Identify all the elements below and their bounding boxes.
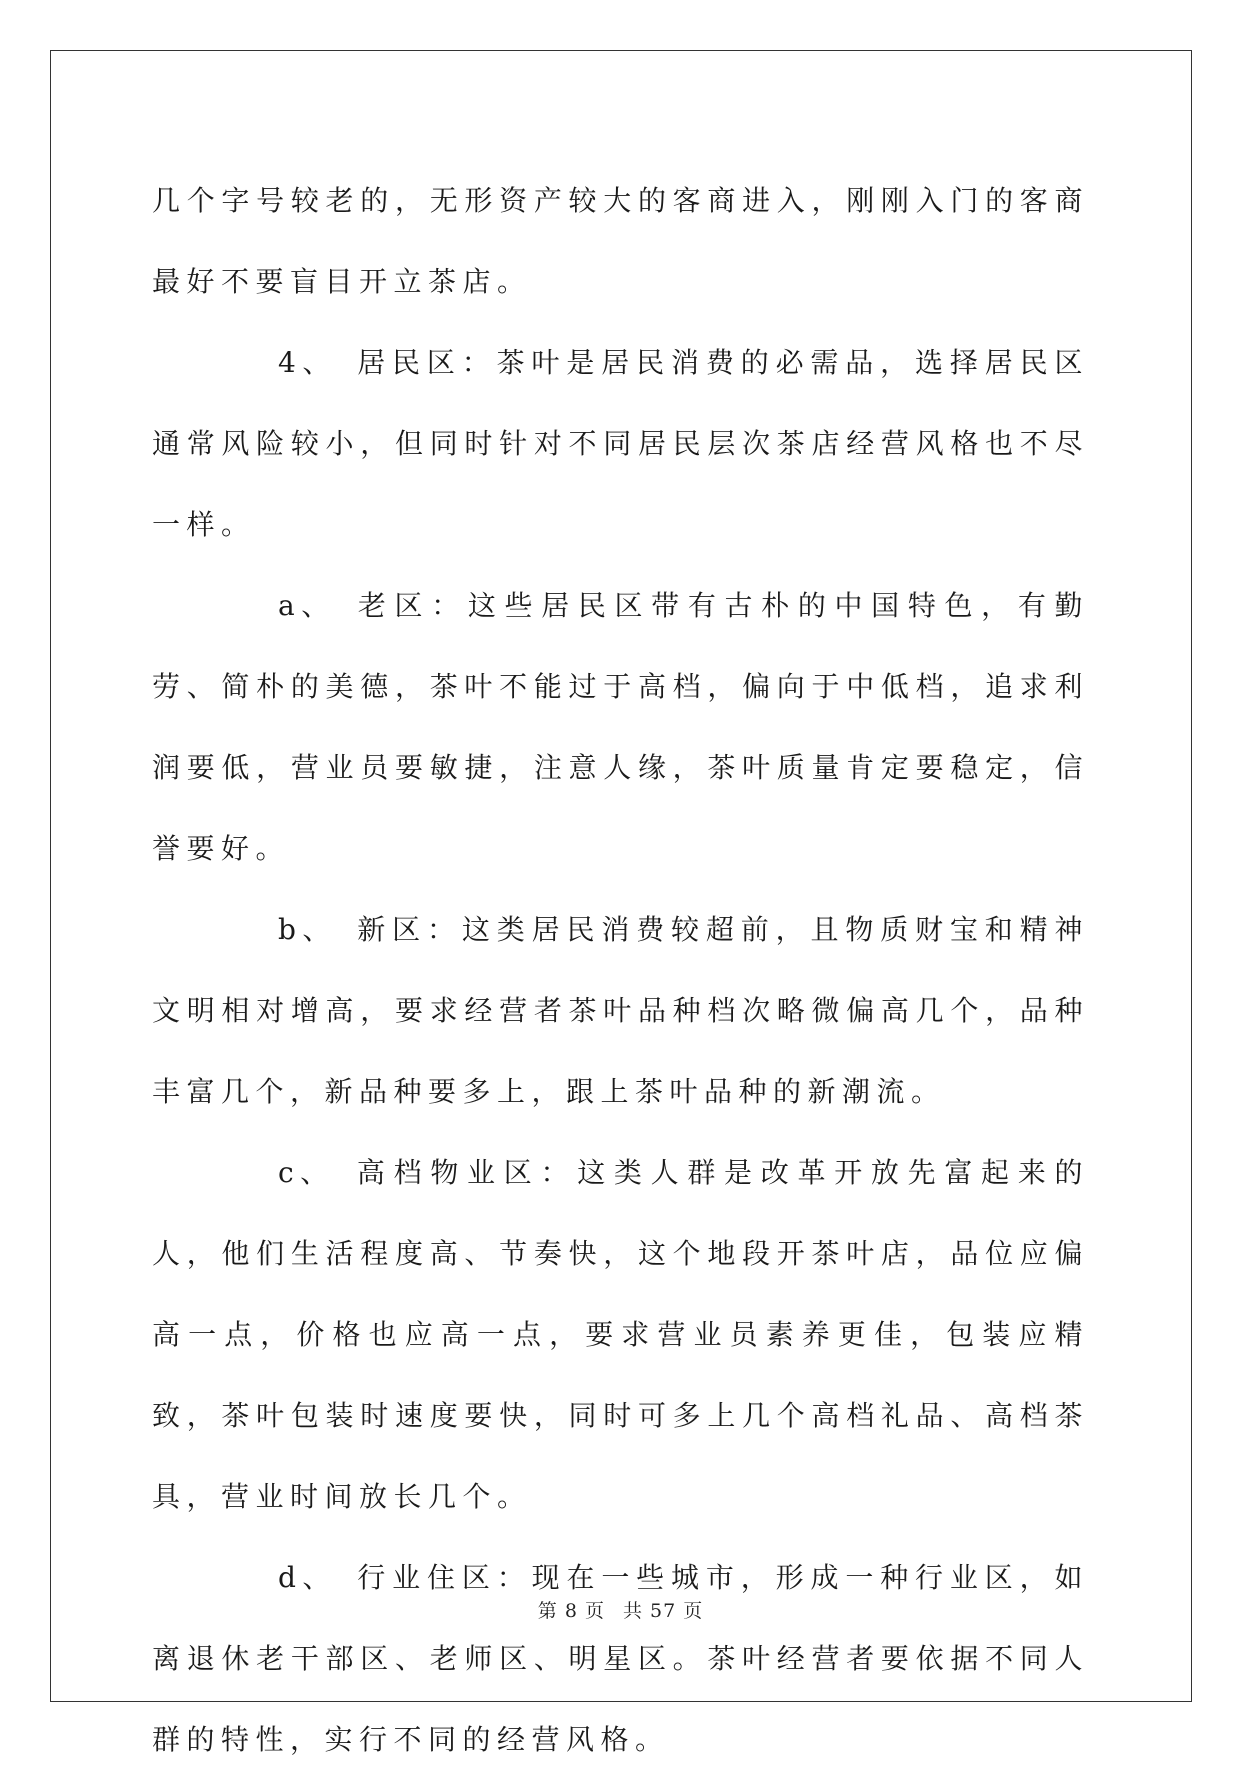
item-label: a、 — [278, 589, 336, 622]
paragraph-text: 新区：这类居民消费较超前，且物质财宝和精神文明相对增高，要求经营者茶叶品种档次略微偏高几个，品种丰富几个，新品种要多上，跟上茶叶品种的新潮流。 — [152, 913, 1089, 1108]
paragraph-residential — [152, 322, 1089, 565]
paragraph-premium-district — [152, 1132, 1089, 1537]
paragraph-text: 老区：这些居民区带有古朴的中国特色，有勤劳、简朴的美德，茶叶不能过于高档，偏向于中低档，追求利润要低，营业员要敏捷，注意人缘，茶叶质量肯定要稳定，信誉要好。 — [152, 589, 1089, 865]
document-body — [152, 160, 1089, 1780]
paragraph-text: 行业住区：现在一些城市，形成一种行业区，如离退休老干部区、老师区、明星区。茶叶经营者要依据不同人群的特性，实行不同的经营风格。 — [152, 1561, 1089, 1756]
paragraph-new-district — [152, 889, 1089, 1132]
item-label: c、 — [278, 1156, 335, 1189]
paragraph-text: 几个字号较老的，无形资产较大的客商进入，刚刚入门的客商最好不要盲目开立茶店。 — [152, 184, 1089, 298]
paragraph-text: 居民区：茶叶是居民消费的必需品，选择居民区通常风险较小，但同时针对不同居民层次茶店经营风格也不尽一样。 — [152, 346, 1089, 541]
page-number-current: 第 8 页 — [537, 1600, 605, 1622]
paragraph-text: 高档物业区：这类人群是改革开放先富起来的人，他们生活程度高、节奏快，这个地段开茶叶店，品位应偏高一点，价格也应高一点，要求营业员素养更佳，包装应精致，茶叶包装时速度要快，同时可多上几个高档礼品、高档茶具，营业时间放长几个。 — [152, 1156, 1089, 1513]
page-footer — [0, 1596, 1241, 1623]
page-number-total: 共 57 页 — [622, 1600, 704, 1622]
item-label: b、 — [278, 913, 337, 946]
paragraph-industry-district — [152, 1537, 1089, 1780]
item-label: 4、 — [278, 346, 337, 379]
paragraph-intro — [152, 160, 1089, 322]
paragraph-old-district — [152, 565, 1089, 889]
item-label: d、 — [278, 1561, 337, 1594]
